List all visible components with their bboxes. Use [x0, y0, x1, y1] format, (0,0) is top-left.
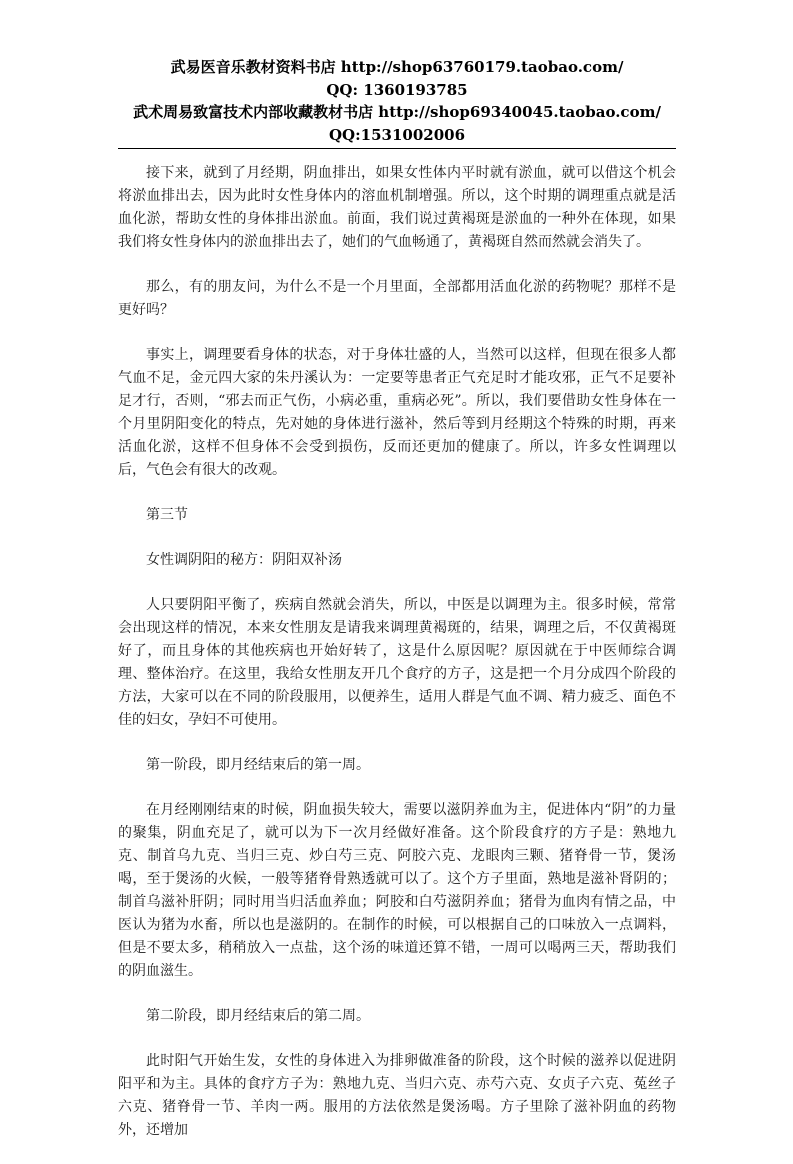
header-line-qq2: QQ:1531002006 [328, 125, 466, 144]
paragraph: 接下来，就到了月经期，阴血排出，如果女性体内平时就有淤血，就可以借这个机会将淤血排出去，因为此时女性身体内的溶血机制增强。所以，这个时期的调理重点就是活血化淤，帮助女性的身体排出淤血。前面，我们说过黄褐斑是淤血的一种外在体现，如果我们将女性身体内的淤血排出去了，她们的气血畅通了，黄褐斑自然而然就会消失了。 [118, 165, 676, 250]
stage-heading: 第二阶段，即月经结束后的第二周。 [146, 1008, 370, 1024]
section-title: 第三节 [146, 507, 188, 523]
stage-heading: 第一阶段，即月经结束后的第一周。 [146, 757, 370, 773]
paragraph: 事实上，调理要看身体的状态，对于身体壮盛的人，当然可以这样，但现在很多人都气血不足，金元四大家的朱丹溪认为：一定要等患者正气充足时才能攻邪，正气不足要补足才行，否则，“邪去而正气伤，小病必重，重病必死”。所以，我们要借助女性身体在一个月里阴阳变化的特点，先对她的身体进行滋补，然后等到月经期这个特殊的时期，再来活血化淤，这样不但身体不会受到损伤，反而还更加的健康了。所以，许多女性调理以后，气色会有很大的改观。 [118, 347, 676, 478]
page-header [118, 56, 676, 149]
section-subtitle: 女性调阴阳的秘方：阴阳双补汤 [146, 552, 342, 568]
paragraph: 在月经刚刚结束的时候，阴血损失较大，需要以滋阴养血为主，促进体内“阴”的力量的聚集，阴血充足了，就可以为下一次月经做好准备。这个阶段食疗的方子是：熟地九克、制首乌九克、当归三克、炒白芍三克、阿胶六克、龙眼肉三颗、猪脊骨一节，煲汤喝，至于煲汤的火候，一般等猪脊骨熟透就可以了。这个方子里面，熟地是滋补肾阴的；制首乌滋补肝阴；同时用当归活血养血；阿胶和白芍滋阴养血；猪骨为血肉有情之品，中医认为猪为水畜，所以也是滋阴的。在制作的时候，可以根据自己的口味放入一点调料，但是不要太多，稍稍放入一点盐，这个汤的味道还算不错，一周可以喝两三天，帮助我们的阴血滋生。 [118, 802, 676, 979]
document-body [118, 162, 676, 1164]
paragraph: 人只要阴阳平衡了，疾病自然就会消失，所以，中医是以调理为主。很多时候，常常会出现这样的情况，本来女性朋友是请我来调理黄褐斑的，结果，调理之后，不仅黄褐斑好了，而且身体的其他疾病也开始好转了，这是什么原因呢？原因就在于中医师综合调理、整体治疗。在这里，我给女性朋友开几个食疗的方子，这是把一个月分成四个阶段的方法，大家可以在不同的阶段服用，以便养生，适用人群是气血不调、精力疲乏、面色不佳的妇女，孕妇不可使用。 [118, 597, 676, 728]
header-line-shop1: 武易医音乐教材资料书店 http://shop63760179.taobao.com/ [170, 58, 624, 76]
paragraph: 此时阳气开始生发，女性的身体进入为排卵做准备的阶段，这个时候的滋养以促进阴阳平和为主。具体的食疗方子为：熟地九克、当归六克、赤芍六克、女贞子六克、菟丝子六克、猪脊骨一节、羊肉一两。服用的方法依然是煲汤喝。方子里除了滋补阴血的药物外，还增加 [118, 1053, 676, 1138]
paragraph: 那么，有的朋友问，为什么不是一个月里面，全部都用活血化淤的药物呢？那样不是更好吗？ [118, 279, 676, 318]
header-line-shop2: 武术周易致富技术内部收藏教材书店 http://shop69340045.taobao.com/ [133, 103, 661, 121]
header-line-qq1: QQ: 1360193785 [326, 80, 468, 99]
